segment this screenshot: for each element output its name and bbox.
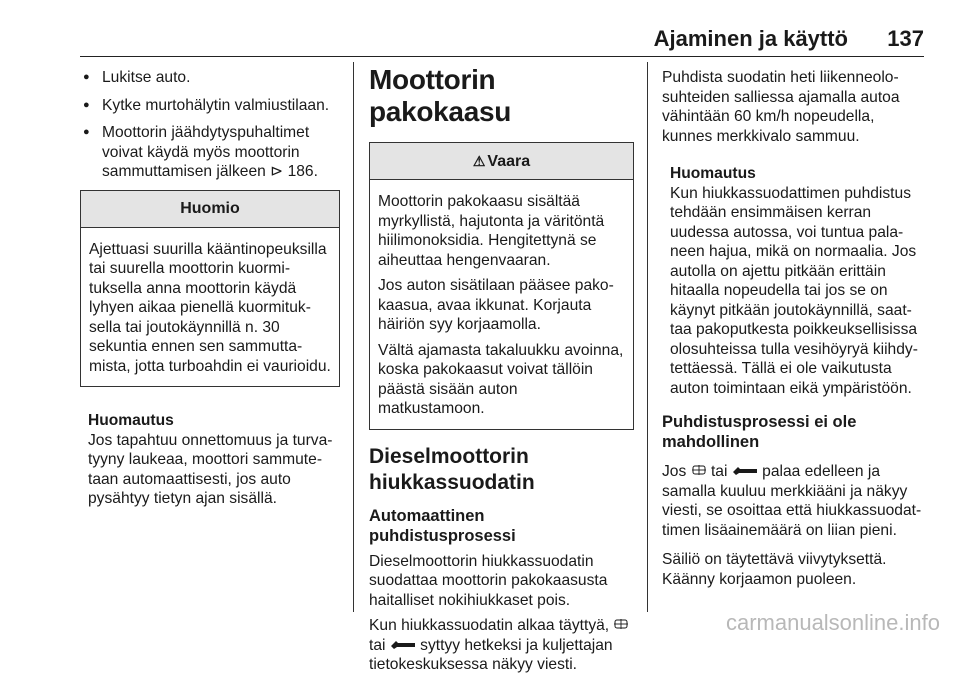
- column-2: [369, 62, 634, 675]
- paragraph: Säiliö on täytettävä viivytyksettä. Käänny korjaamon puoleen.: [662, 551, 887, 588]
- paragraph: Kun hiukkassuodatin alkaa täyttyä, tai syttyy hetkeksi ja kuljettajan tietokeskuksessa näkyy viesti.: [369, 616, 634, 675]
- warning-box-body: [370, 180, 633, 429]
- header-rule: [80, 56, 924, 57]
- warning-box-title: ⚠ Vaara: [370, 143, 633, 180]
- page-reference-link[interactable]: 186.: [287, 163, 318, 180]
- warning-icon: ⚠: [472, 153, 486, 169]
- section-title: Moottorin pakokaasu: [369, 64, 512, 127]
- subsubsection-title: Puhdistusprosessi ei ole mahdollinen: [662, 413, 857, 451]
- subsubsection-title: Automaattinen puhdistusprosessi: [369, 506, 516, 545]
- note-title: Huomautus: [88, 412, 174, 429]
- running-title: Ajaminen ja käyttö: [653, 26, 848, 51]
- subsection-title: Dieselmoottorin hiukkassuodatin: [369, 444, 535, 494]
- caution-box-title: Huomio: [81, 191, 339, 228]
- note-text: Jos tapahtuu onnettomuus ja turvatyyny laukeaa, moottori sammutetaan automaattisesti, jos auto pysähtyy tietyn ajan sisällä.: [88, 431, 333, 507]
- note: [80, 411, 340, 509]
- warning-box: [369, 142, 634, 430]
- warning-paragraph: Moottorin pakokaasu sisältää myrkyllistä, hajutonta ja väritöntä hiilimonoksidia. Hengitettynä se aiheuttaa hengenvaaran.: [378, 193, 605, 269]
- caution-box-body: [81, 228, 339, 387]
- page-reference-icon: ⊳: [270, 163, 284, 180]
- list-item: ● Kytke murtohälytin valmiustilaan.: [80, 96, 340, 116]
- paragraph: Jos tai palaa edelleen ja samalla kuuluu merkkiääni ja näkyy viesti, se osoittaa että hiukkassuodattimen lisäainemäärä on liian pieni.: [662, 463, 922, 539]
- page-header: [0, 22, 960, 62]
- page-number: 137: [887, 26, 924, 51]
- exhaust-pipe-icon: [390, 636, 416, 656]
- filter-warning-icon: [613, 616, 629, 636]
- note-text: Kun hiukkassuodattimen puhdistus tehdään ensimmäisen kerran uudessa autossa, voi tuntua palaneen hajua, mikä on normaalia. Jos autolla on ajettu pitkään erittäin hitaalla nopeudella tai jos se on käynyt pitkään joutokäynnillä, saattaa pakoputkesta poikkeuksellisissa olosuhteissa tulla vesihöyryä kiihdytettäessä. Tällä ei ole vaikutusta auton toimintaan eikä ympäristöön.: [670, 184, 918, 397]
- column-divider-1: [353, 62, 354, 612]
- filter-warning-icon: [691, 462, 707, 482]
- note: [662, 164, 926, 398]
- paragraph: Dieselmoottorin hiukkassuodatin suodattaa moottorin pakokaasusta haitalliset nokihiukkaset pois.: [369, 552, 608, 609]
- bullet-list: [80, 68, 340, 182]
- caution-text: Ajettuasi suurilla kääntinopeuksilla tai suurella moottorin kuormituksella anna moottorin käydä lyhyen aikaa pienellä kuormituksella tai joutokäynnillä n. 30 sekuntia ennen sen sammuttamista, jotta turboahdin ei vaurioidu.: [89, 240, 331, 375]
- column-divider-2: [647, 62, 648, 612]
- exhaust-pipe-icon: [732, 462, 758, 482]
- watermark: carmanualsonline.info: [725, 610, 940, 635]
- paragraph: Puhdista suodatin heti liikenneolosuhteiden salliessa ajamalla autoa vähintään 60 km/h nopeudella, kunnes merkkivalo sammuu.: [662, 69, 900, 145]
- warning-paragraph: Jos auton sisätilaan pääsee pakokaasua, avaa ikkunat. Korjauta häiriön syy korjaamolla.: [378, 277, 614, 333]
- list-item: ● Lukitse auto.: [80, 68, 340, 88]
- caution-box: [80, 190, 340, 388]
- column-1: [80, 62, 340, 509]
- list-item: ● Moottorin jäähdytyspuhaltimet voivat käydä myös moottorin sammuttamisen jälkeen ⊳ 186.: [80, 123, 340, 182]
- column-3: [662, 62, 926, 589]
- warning-paragraph: Vältä ajamasta takaluukku avoinna, koska pakokaasut voivat tällöin päästä sisään auton matkustamoon.: [378, 341, 624, 417]
- note-title: Huomautus: [670, 165, 756, 182]
